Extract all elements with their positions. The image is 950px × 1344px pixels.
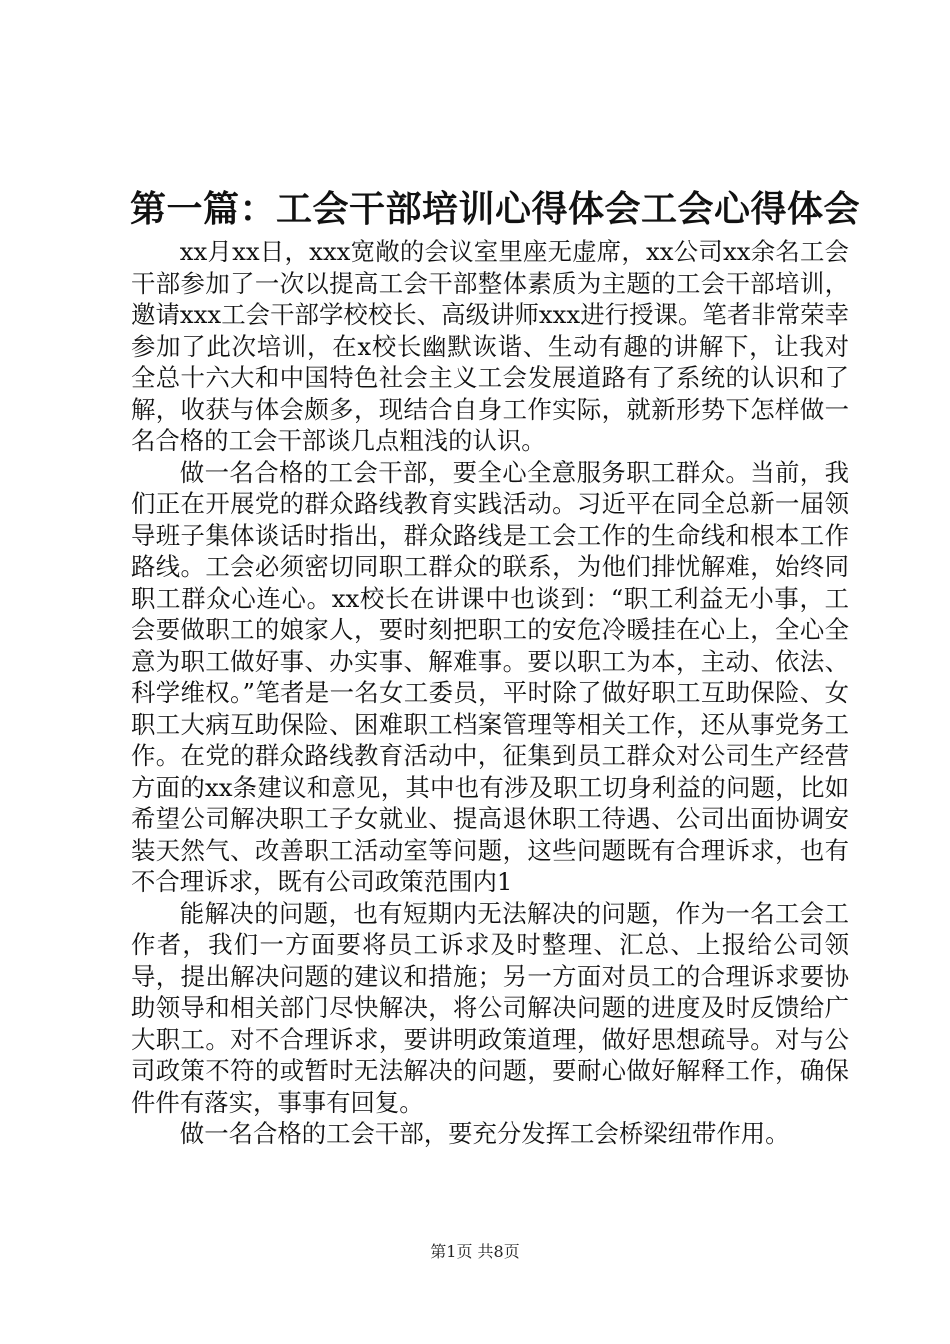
document-body xyxy=(131,236,849,1150)
paragraph-1: xx月xx日，xxx宽敞的会议室里座无虚席，xx公司xx余名工会干部参加了一次以提高工会干部整体素质为主题的工会干部培训，邀请xxx工会干部学校校长、高级讲师xxx进行授课。笔者非常荣幸参加了此次培训，在x校长幽默诙谐、生动有趣的讲解下，让我对全总十六大和中国特色社会主义工会发展道路有了系统的认识和了解，收获与体会颇多，现结合自身工作实际，就新形势下怎样做一名合格的工会干部谈几点粗浅的认识。 xyxy=(131,237,849,455)
paragraph-3: 能解决的问题，也有短期内无法解决的问题，作为一名工会工作者，我们一方面要将员工诉求及时整理、汇总、上报给公司领导，提出解决问题的建议和措施；另一方面对员工的合理诉求要协助领导和相关部门尽快解决，将公司解决问题的进度及时反馈给广大职工。对不合理诉求，要讲明政策道理，做好思想疏导。对与公司政策不符的或暂时无法解决的问题，要耐心做好解释工作，确保件件有落实，事事有回复。 xyxy=(131,898,849,1117)
paragraph-4: 做一名合格的工会干部，要充分发挥工会桥梁纽带作用。 xyxy=(179,1119,790,1148)
paragraph-2: 做一名合格的工会干部，要全心全意服务职工群众。当前，我们正在开展党的群众路线教育实践活动。习近平在同全总新一届领导班子集体谈话时指出，群众路线是工会工作的生命线和根本工作路线。工会必须密切同职工群众的联系，为他们排忧解难，始终同职工群众心连心。xx校长在讲课中也谈到：“职工利益无小事，工会要做职工的娘家人，要时刻把职工的安危冷暖挂在心上，全心全意为职工做好事、办实事、解难事。要以职工为本，主动、依法、科学维权。”笔者是一名女工委员，平时除了做好职工互助保险、女职工大病互助保险、困难职工档案管理等相关工作，还从事党务工作。在党的群众路线教育活动中，征集到员工群众对公司生产经营方面的xx条建议和意见，其中也有涉及职工切身利益的问题，比如希望公司解决职工子女就业、提高退休职工待遇、公司出面协调安装天然气、改善职工活动室等问题，这些问题既有合理诉求，也有不合理诉求，既有公司政策范围内1 xyxy=(131,457,849,896)
document-title: 第一篇：工会干部培训心得体会工会心得体会 xyxy=(130,188,861,230)
page-footer: 第1页 共8页 xyxy=(430,1242,520,1261)
